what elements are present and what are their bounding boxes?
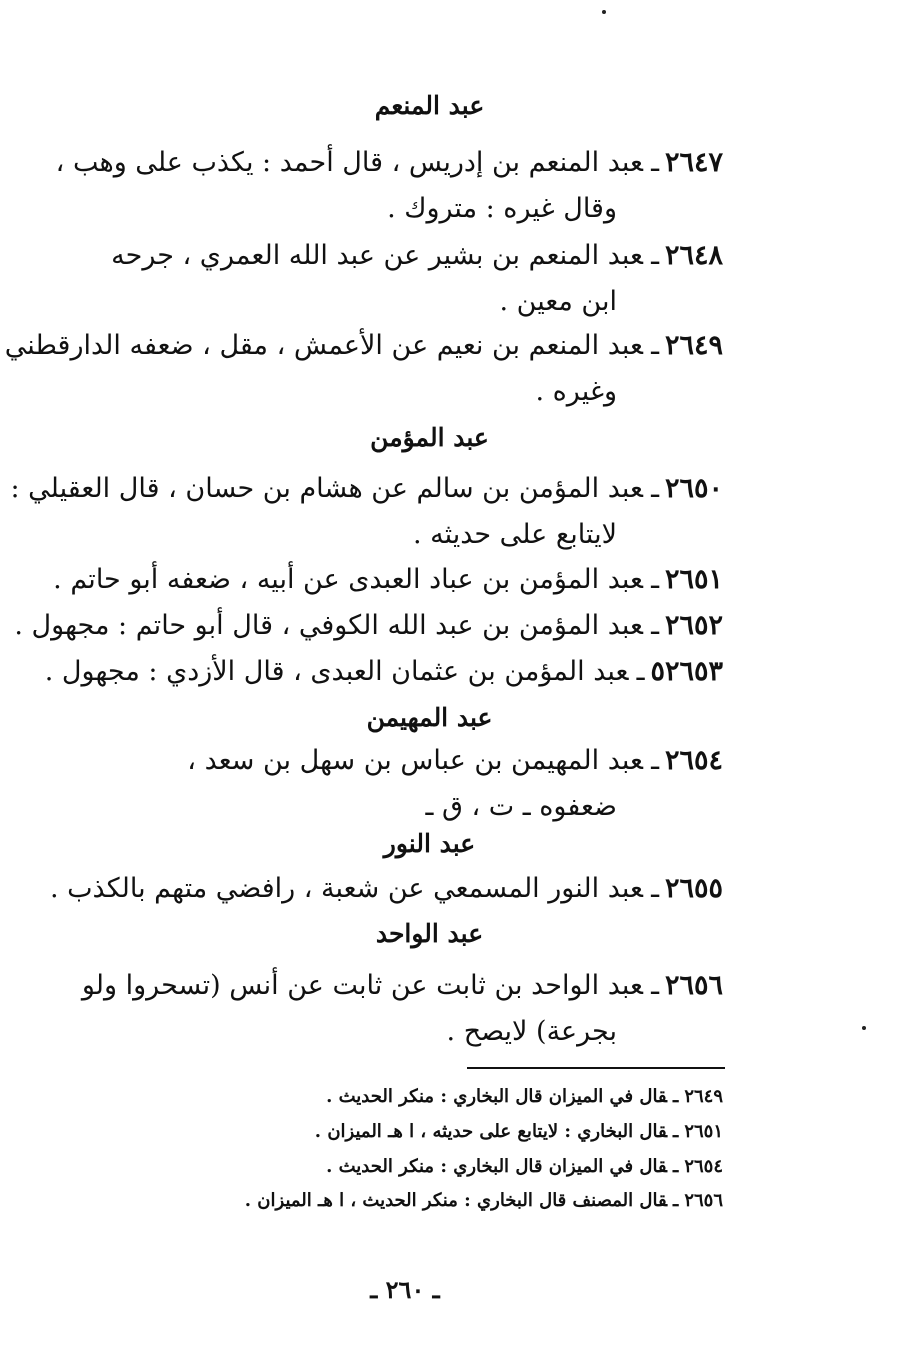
footnote-text: قال في الميزان قال البخاري : منكر الحديث . — [326, 1156, 668, 1177]
entry-text: عبد الواحد بن ثابت عن ثابت عن أنس (تسحروا ولو — [81, 970, 644, 1001]
footnote-2654 — [163, 1152, 723, 1182]
entry-continuation: ابن معين . — [499, 286, 617, 317]
entry-continuation: وغيره . — [535, 376, 617, 407]
entry-number: ٢٦٥٤ — [664, 745, 723, 776]
page-number: ـ ٢٦٠ ـ — [370, 1275, 440, 1304]
entry-continuation: وقال غيره : متروك . — [387, 193, 617, 224]
entry-number: ٢٦٤٩ — [664, 330, 723, 361]
entry-2654 — [73, 738, 723, 830]
entry-dash: ـ — [651, 610, 659, 641]
footnote-text: قال البخاري : لايتابع على حديثه ، ا هـ الميزان . — [314, 1121, 668, 1142]
section-heading-abd-al-nur: عبد النور — [383, 829, 476, 858]
section-heading-abd-al-muhaymin: عبد المهيمن — [366, 703, 493, 732]
entry-2648 — [73, 233, 723, 325]
footnote-2656 — [163, 1186, 723, 1216]
section-heading-abd-al-munim: عبد المنعم — [374, 91, 485, 120]
entry-number: ٢٦٤٧ — [664, 147, 723, 178]
footnote-number: ٢٦٥١ — [684, 1121, 723, 1142]
entry-2653 — [44, 649, 723, 695]
entry-dash: ـ — [651, 873, 659, 904]
entry-number: ٢٦٥٢ — [664, 610, 723, 641]
section-heading-abd-al-mumin: عبد المؤمن — [370, 423, 489, 452]
entry-dash: ـ — [651, 564, 659, 595]
print-speck — [602, 10, 606, 14]
footnote-text: قال المصنف قال البخاري : منكر الحديث ، ا هـ الميزان . — [244, 1190, 668, 1211]
footnote-dash: ـ — [673, 1086, 679, 1107]
entry-number: ٢٦٥٦ — [664, 970, 723, 1001]
entry-2649 — [4, 323, 723, 415]
entry-number: ٢٦٥٥ — [664, 873, 723, 904]
entry-continuation: لايتابع على حديثه . — [412, 519, 617, 550]
entry-number: ٢٦٥٠ — [664, 473, 723, 504]
entry-dash: ـ — [651, 970, 659, 1001]
entry-text: عبد المهيمن بن عباس بن سهل بن سعد ، — [187, 745, 644, 776]
entry-number: ٢٦٥١ — [664, 564, 723, 595]
entry-2647 — [55, 140, 723, 232]
entry-text: عبد المؤمن بن سالم عن هشام بن حسان ، قال العقيلي : — [10, 473, 644, 504]
entry-continuation: بجرعة) لايصح . — [446, 1016, 617, 1047]
footnote-2649 — [163, 1082, 723, 1112]
entry-text: عبد المنعم بن نعيم عن الأعمش ، مقل ، ضعفه الدارقطني — [4, 330, 644, 361]
entry-dash: ـ — [651, 473, 659, 504]
entry-text: عبد المنعم بن بشير عن عبد الله العمري ، جرحه — [111, 240, 644, 271]
entry-2650 — [10, 466, 723, 558]
footnote-number: ٢٦٥٦ — [684, 1190, 723, 1211]
footnote-divider — [467, 1067, 725, 1069]
footnote-number: ٢٦٤٩ — [684, 1086, 723, 1107]
entry-2655 — [49, 866, 723, 912]
entry-dash: ـ — [636, 656, 645, 687]
entry-text: عبد المؤمن بن عثمان العبدى ، قال الأزدي : مجهول . — [44, 656, 629, 687]
footnote-text: قال في الميزان قال البخاري : منكر الحديث . — [326, 1086, 668, 1107]
entry-text: عبد المؤمن بن عبد الله الكوفي ، قال أبو حاتم : مجهول . — [14, 610, 644, 641]
section-heading-abd-al-wahid: عبد الواحد — [375, 919, 484, 948]
entry-number: ٥٢٦٥٣ — [650, 656, 723, 687]
entry-2656 — [73, 963, 723, 1055]
footnote-2651 — [163, 1117, 723, 1147]
footnote-dash: ـ — [673, 1121, 679, 1142]
entry-text: عبد النور المسمعي عن شعبة ، رافضي متهم بالكذب . — [49, 873, 644, 904]
entry-text: عبد المنعم بن إدريس ، قال أحمد : يكذب على وهب ، — [55, 147, 644, 178]
footnote-number: ٢٦٥٤ — [684, 1156, 723, 1177]
entry-dash: ـ — [651, 330, 659, 361]
entry-dash: ـ — [651, 240, 659, 271]
footnote-dash: ـ — [673, 1190, 679, 1211]
entry-dash: ـ — [651, 745, 659, 776]
print-speck — [862, 1026, 866, 1030]
entry-number: ٢٦٤٨ — [664, 240, 723, 271]
entry-2652 — [14, 603, 723, 649]
footnote-dash: ـ — [673, 1156, 679, 1177]
entry-text: عبد المؤمن بن عباد العبدى عن أبيه ، ضعفه أبو حاتم . — [53, 564, 644, 595]
entry-continuation: ضعفوه ـ ت ، ق ـ — [425, 791, 617, 822]
entry-dash: ـ — [651, 147, 659, 178]
entry-2651 — [53, 557, 723, 603]
